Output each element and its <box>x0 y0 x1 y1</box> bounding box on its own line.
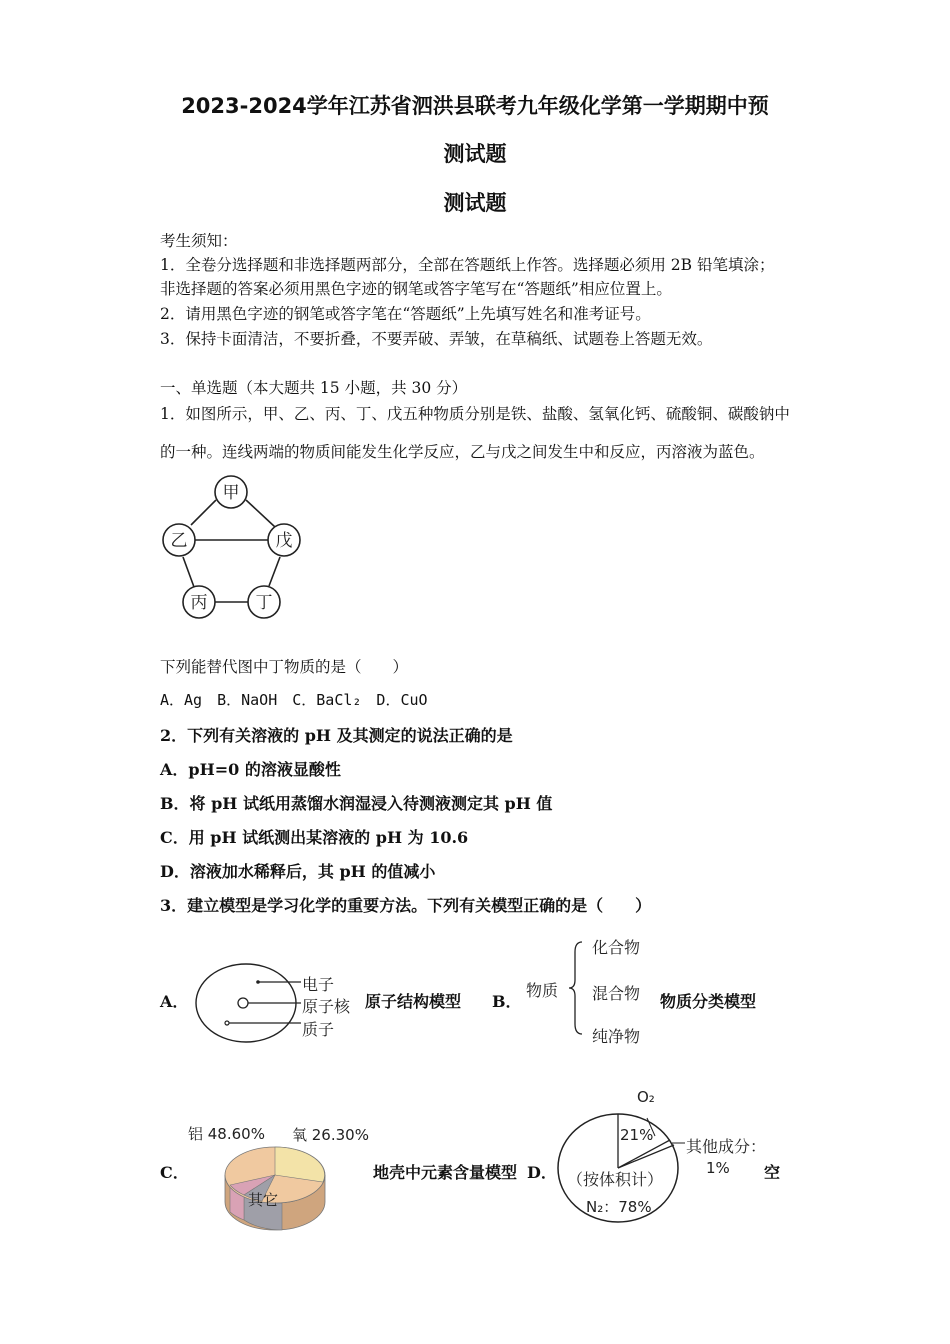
q3-a-proton: 质子 <box>302 1020 335 1039</box>
q3-a-electron: 电子 <box>302 975 335 994</box>
nucleus-icon <box>238 998 248 1008</box>
notice-heading: 考生须知： <box>160 232 238 250</box>
node-wu-label: 戊 <box>275 531 293 551</box>
q3-b-item2: 混合物 <box>592 984 641 1003</box>
notice-item-1b: 非选择题的答案必须用黑色字迹的钢笔或答字笔写在“答题纸”相应位置上。 <box>160 280 672 298</box>
q3-c-label: C． <box>160 1163 189 1182</box>
page-title-line1: 2023-2024学年江苏省泗洪县联考九年级化学第一学期期中预 <box>181 94 769 118</box>
node-bing-label: 丙 <box>190 593 208 613</box>
node-ding-label: 丁 <box>255 593 273 613</box>
q3-c-caption: 地壳中元素含量模型 <box>373 1163 518 1182</box>
q3-c-pie-chart <box>222 1140 328 1232</box>
q3-d-trailing: 空 <box>764 1163 781 1182</box>
q2-option-a: A．pH=0 的溶液显酸性 <box>160 760 341 779</box>
q3-b-caption: 物质分类模型 <box>660 992 757 1011</box>
q1-reaction-diagram <box>150 470 320 630</box>
q3-stem: 3．建立模型是学习化学的重要方法。下列有关模型正确的是（ ） <box>160 896 652 915</box>
q3-d-o2: O₂ <box>637 1088 655 1106</box>
q3-b-brace <box>567 940 587 1036</box>
q1-stem-b: 的一种。连线两端的物质间能发生化学反应，乙与戊之间发生中和反应，丙溶液为蓝色。 <box>160 443 765 461</box>
q3-b-root: 物质 <box>526 981 559 1000</box>
q3-a-nucleus: 原子核 <box>302 997 351 1016</box>
q3-b-label: B． <box>492 992 522 1011</box>
node-yi-label: 乙 <box>170 531 188 551</box>
q2-stem: 2．下列有关溶液的 pH 及其测定的说法正确的是 <box>160 726 513 745</box>
q3-d-label: D． <box>527 1163 557 1182</box>
section-heading: 一、单选题（本大题共 15 小题，共 30 分） <box>160 379 468 397</box>
q2-option-b: B．将 pH 试纸用蒸馏水润湿浸入待测液测定其 pH 值 <box>160 794 553 813</box>
notice-item-1a: 1．全卷分选择题和非选择题两部分，全部在答题纸上作答。选择题必须用 2B 铅笔填涂； <box>160 256 775 274</box>
notice-item-3: 3．保持卡面清洁，不要折叠，不要弄破、弄皱，在草稿纸、试题卷上答题无效。 <box>160 330 713 348</box>
q1-options: A．Ag B．NaOH C．BaCl₂ D．CuO <box>160 691 428 709</box>
node-jia-label: 甲 <box>222 483 240 503</box>
q1-question: 下列能替代图中丁物质的是（ ） <box>160 658 409 676</box>
q3-b-item1: 化合物 <box>592 938 641 957</box>
q3-a-caption: 原子结构模型 <box>365 992 462 1011</box>
q3-a-atom-diagram <box>195 955 305 1045</box>
page-title-line3: 测试题 <box>443 191 507 215</box>
q2-option-d: D．溶液加水稀释后，其 pH 的值减小 <box>160 862 436 881</box>
q3-d-volume: （按体积计） <box>567 1170 664 1189</box>
q3-d-n2: N₂：78% <box>586 1198 652 1216</box>
q3-c-al: 铝 48.60% <box>188 1125 265 1143</box>
q2-option-c: C．用 pH 试纸测出某溶液的 pH 为 10.6 <box>160 828 469 847</box>
q3-b-item3: 纯净物 <box>592 1027 641 1046</box>
q3-a-label: A． <box>160 992 189 1011</box>
notice-item-2: 2．请用黑色字迹的钢笔或答字笔在“答题纸”上先填写姓名和准考证号。 <box>160 305 651 323</box>
page-title-line2: 测试题 <box>443 142 507 166</box>
q1-stem-a: 1．如图所示，甲、乙、丙、丁、戊五种物质分别是铁、盐酸、氢氧化钙、硫酸铜、碳酸钠中 <box>160 405 790 423</box>
q3-c-o: 氧 26.30% <box>292 1126 369 1144</box>
proton-dot-icon <box>225 1021 229 1025</box>
q3-d-other: 其他成分： <box>686 1137 767 1156</box>
q3-c-other: 其它 <box>248 1191 279 1209</box>
q3-d-other-pct: 1% <box>706 1159 730 1177</box>
q3-d-o2-pct: 21% <box>620 1126 654 1144</box>
